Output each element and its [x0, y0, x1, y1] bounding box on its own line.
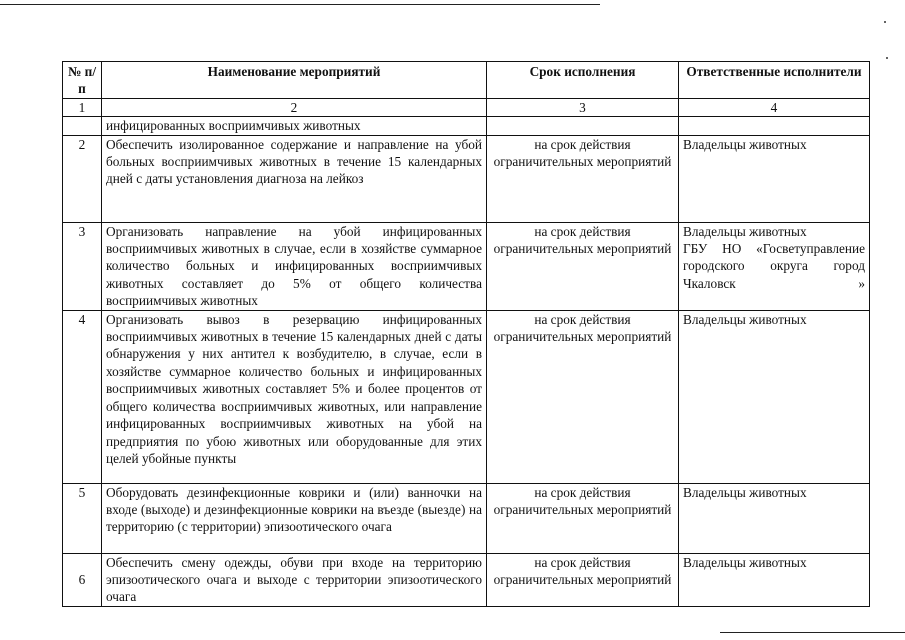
row-num: 3: [63, 222, 102, 310]
row-name: Организовать вывоз в резервацию инфицированных восприимчивых животных в течение 15 календарных дней с даты обнаружения у них антител к возбудителю, в случае, если в хозяйстве суммарное количество больных и инфицированных восприимчивых животных составляет 5% и более процентов от общего количества восприимчивых животных, или направление инфицированных восприимчивых животных на убой на предприятия по убою животных или оборудованные для этих целей убойные пункты: [102, 310, 487, 483]
col-number: 2: [102, 98, 487, 116]
header-term: Срок исполнения: [487, 62, 679, 99]
row-name: Обеспечить изолированное содержание и направление на убой больных восприимчивых животных в течение 15 календарных дней с даты установления диагноза на лейкоз: [102, 135, 487, 222]
col-number: 3: [487, 98, 679, 116]
row-num: 4: [63, 310, 102, 483]
col-number: 1: [63, 98, 102, 116]
scan-artifact-line: [720, 632, 905, 633]
header-resp: Ответственные исполнители: [679, 62, 870, 99]
row-num: 5: [63, 483, 102, 553]
row-resp-line1: Владельцы животных: [683, 223, 807, 239]
row-name: Обеспечить смену одежды, обуви при входе на территорию эпизоотического очага и выходе с территории эпизоотического очага: [102, 553, 487, 606]
continuation-text: инфицированных восприимчивых животных: [102, 117, 487, 135]
row-term: на срок действия ограничительных мероприятий: [487, 310, 679, 483]
row-term: на срок действия ограничительных мероприятий: [487, 553, 679, 606]
row-resp: Владельцы животных: [679, 483, 870, 553]
measures-table: [62, 61, 870, 607]
continuation-row: [63, 117, 870, 135]
row-resp: [679, 222, 870, 310]
table-row: [63, 222, 870, 310]
row-resp: Владельцы животных: [679, 135, 870, 222]
table-row: [63, 553, 870, 606]
row-resp: [679, 117, 870, 135]
row-term: на срок действия ограничительных мероприятий: [487, 135, 679, 222]
table-row: [63, 135, 870, 222]
column-number-row: [63, 98, 870, 116]
header-row: [63, 62, 870, 99]
header-num: № п/п: [63, 62, 102, 99]
scan-artifact-dot: [886, 57, 888, 59]
row-name: Оборудовать дезинфекционные коврики и (или) ванночки на входе (выходе) и дезинфекционные коврики на въезде (выезде) на территорию (с территории) эпизоотического очага: [102, 483, 487, 553]
row-resp: Владельцы животных: [679, 310, 870, 483]
col-number: 4: [679, 98, 870, 116]
scan-artifact-dot: [884, 21, 886, 23]
row-num: 2: [63, 135, 102, 222]
table-row: [63, 483, 870, 553]
row-num: [63, 117, 102, 135]
row-term: [487, 117, 679, 135]
row-term: на срок действия ограничительных мероприятий: [487, 483, 679, 553]
row-resp-line2: ГБУ НО «Госветуправление городского округа город Чкаловск »: [683, 241, 865, 291]
row-resp: Владельцы животных: [679, 553, 870, 606]
header-name: Наименование мероприятий: [102, 62, 487, 99]
table-row: [63, 310, 870, 483]
row-num: 6: [63, 553, 102, 606]
row-term: на срок действия ограничительных мероприятий: [487, 222, 679, 310]
scan-artifact-line: [0, 4, 600, 5]
row-name: Организовать направление на убой инфицированных восприимчивых животных в случае, если в хозяйстве суммарное количество больных и инфицированных восприимчивых животных составляет до 5% от общего количества восприимчивых животных: [102, 222, 487, 310]
